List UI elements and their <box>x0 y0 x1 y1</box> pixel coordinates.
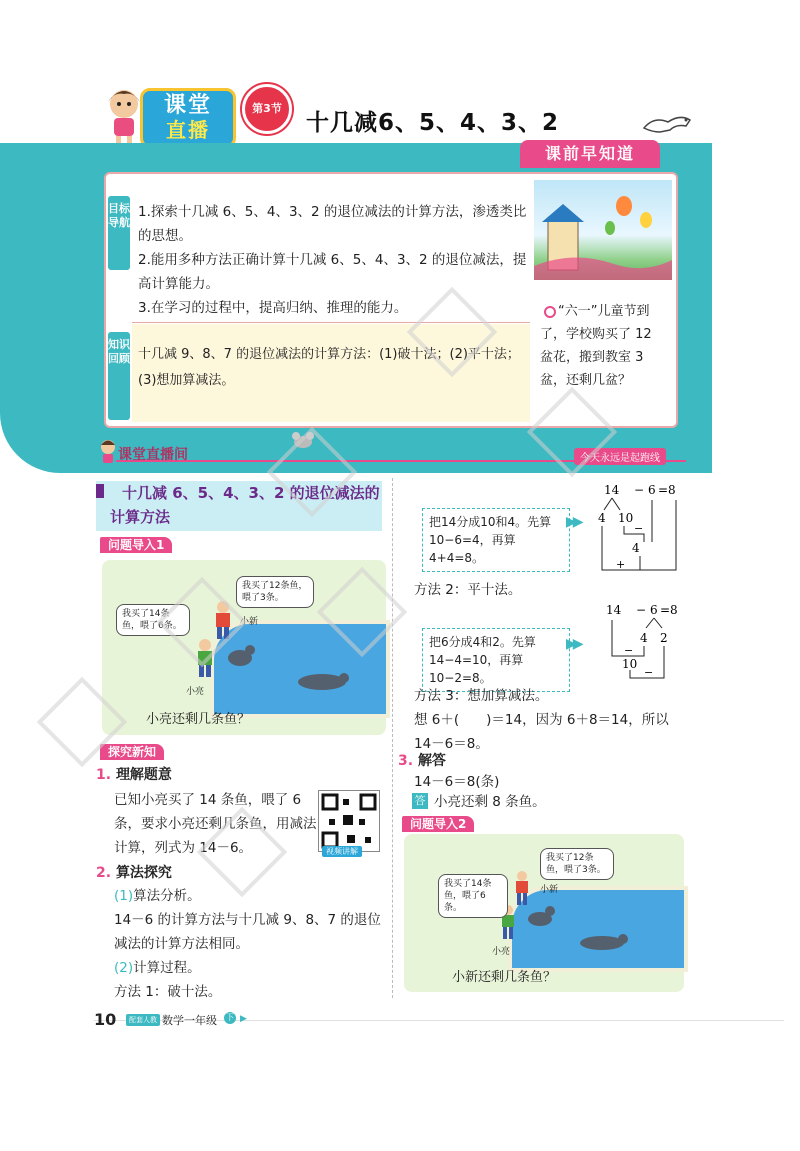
grade-badge: 下 <box>226 1013 234 1022</box>
method-2-diagram <box>596 598 688 684</box>
triangle-icon: ▶ <box>240 1014 247 1024</box>
subsection-1 <box>114 884 201 908</box>
eq-op: = <box>660 603 671 617</box>
section-1-number: 1. <box>96 767 112 783</box>
section-1-title: 理解题意 <box>115 767 172 783</box>
goal-item: 1.探索十几减 6、5、4、3、2 的退位减法的计算方法，渗透类比的思想。 <box>138 204 527 244</box>
page-number: 10 <box>94 1010 117 1029</box>
section-badge: 第3节 <box>242 84 292 134</box>
inner-num: 10 <box>622 657 638 671</box>
method-1-label: 方法 1：破十法。 <box>114 984 222 1000</box>
op-label: − <box>634 522 644 535</box>
method-2-label: 方法 2：平十法。 <box>414 582 522 598</box>
name-left: 小亮 <box>492 947 511 957</box>
subsection-2-number: (2) <box>114 960 134 976</box>
split-num: 10 <box>618 511 634 525</box>
live-label: 课堂直播间 <box>118 447 188 463</box>
page-title: 十几减6、5、4、3、2 <box>306 110 560 136</box>
seal-icon <box>292 668 352 698</box>
boy-xiaoxin <box>512 870 532 910</box>
book-title: 数学一年级 <box>162 1014 217 1027</box>
split-num: 4 <box>598 511 606 525</box>
eq-op: = <box>658 483 669 497</box>
topic-title: 十几减 6、5、4、3、2 的退位减法的计算方法 <box>110 484 380 526</box>
section-3-heading <box>398 750 446 770</box>
op-label: + <box>616 558 626 571</box>
eq-num: 6 <box>650 603 658 617</box>
goal-item: 3.在学习的过程中，提高归纳、推理的能力。 <box>138 300 408 316</box>
analysis-text: 14－6 的计算方法与十几减 9、8、7 的退位减法的计算方法相同。 <box>114 912 381 952</box>
name-right: 小新 <box>240 617 259 627</box>
section-2-heading <box>96 862 172 882</box>
section-1-text: 已知小亮买了 14 条鱼，喂了 6 条，要求小亮还剩几条鱼，用减法计算，列式为 14－6。 <box>114 792 317 856</box>
double-arrow-icon: ▶▶ <box>566 636 580 652</box>
method-2-hint: 把6分成4和2。先算14−4=10，再算10−2=8。 <box>422 628 570 692</box>
eq-num: 6 <box>648 483 656 497</box>
explore-tag: 探究新知 <box>100 744 164 760</box>
logo-badge <box>140 88 236 148</box>
subsection-1-number: (1) <box>114 888 134 904</box>
speech-bubble-left: 我买了14条鱼，喂了6条。 <box>116 604 190 636</box>
speech-bubble-right: 我买了12条鱼，喂了3条。 <box>540 848 614 880</box>
eq-num: 8 <box>668 483 676 497</box>
method-1-diagram <box>590 478 690 578</box>
op-label: − <box>644 666 654 679</box>
column-divider <box>392 478 393 998</box>
side-problem: “六一”儿童节到了，学校购买了 12 盆花，搬到教室 3 盆，还剩几盆？ <box>540 304 652 388</box>
edition-badge: 配套人教 <box>126 1014 160 1026</box>
goals-list <box>138 200 528 320</box>
split-num: 4 <box>640 631 648 645</box>
question1-tag: 问题导入1 <box>100 537 172 553</box>
review-text: 十几减 9、8、7 的退位减法的计算方法：(1)破十法；(2)平十法；(3)想加算减法。 <box>138 347 520 388</box>
double-arrow-icon: ▶▶ <box>566 514 580 530</box>
name-left: 小亮 <box>186 687 205 697</box>
seal-icon <box>222 640 262 674</box>
castle-balloon-illustration <box>534 180 672 280</box>
op-label: − <box>624 644 634 657</box>
logo-bottom-text: 直播 <box>166 118 210 142</box>
review-tag: 知识回顾 <box>108 332 130 420</box>
seal-icon <box>574 930 630 958</box>
eq-num: 14 <box>606 603 622 617</box>
section-3-number: 3. <box>398 753 414 769</box>
boy-mascot-icon <box>98 438 118 464</box>
inner-num: 4 <box>632 541 640 555</box>
answer-text: 小亮还剩 8 条鱼。 <box>434 794 546 810</box>
eq-op: − <box>634 483 645 497</box>
prep-tab: 课前早知道 <box>520 140 660 168</box>
answer-mark: 答 <box>412 793 428 809</box>
scene-caption: 小亮还剩几条鱼？ <box>146 712 251 727</box>
subsection-2 <box>114 956 201 980</box>
speech-bubble-right: 我买了12条鱼，喂了3条。 <box>236 576 314 608</box>
question2-tag: 问题导入2 <box>402 816 474 832</box>
live-slogan: 今天永远是起跑线 <box>574 448 666 465</box>
topic-marker <box>96 484 104 498</box>
goals-tag: 目标导航 <box>108 196 130 270</box>
qr-code[interactable] <box>318 790 380 852</box>
goal-item: 2.能用多种方法正确计算十几减 6、5、4、3、2 的退位减法，提高计算能力。 <box>138 252 527 292</box>
subsection-2-text: 计算过程。 <box>133 960 201 976</box>
method-1-hint: 把14分成10和4。先算10−6=4，再算4+4=8。 <box>422 508 570 572</box>
method-3-label: 方法 3：想加算减法。 <box>414 688 549 704</box>
running-dog-icon <box>640 110 696 138</box>
answer-equation: 14－6＝8(条) <box>414 774 500 790</box>
split-num: 2 <box>660 631 668 645</box>
pond-scene-2 <box>404 834 684 992</box>
speech-bubble-left: 我买了14条鱼，喂了6条。 <box>438 874 508 918</box>
section-3-title: 解答 <box>417 753 446 769</box>
eq-num: 14 <box>604 483 620 497</box>
logo-top-text: 课堂 <box>163 93 212 118</box>
eq-op: − <box>636 603 647 617</box>
section-2-number: 2. <box>96 865 112 881</box>
name-right: 小新 <box>540 885 559 895</box>
qr-label: 视频讲解 <box>322 846 362 857</box>
section-2-title: 算法探究 <box>115 865 172 881</box>
section-1-heading <box>96 764 172 784</box>
scene-caption: 小新还剩几条鱼？ <box>452 970 557 985</box>
subsection-1-text: 算法分析。 <box>133 888 201 904</box>
eq-num: 8 <box>670 603 678 617</box>
method-3-text: 想 6＋( )＝14，因为 6＋8＝14，所以 14－6＝8。 <box>414 712 669 752</box>
